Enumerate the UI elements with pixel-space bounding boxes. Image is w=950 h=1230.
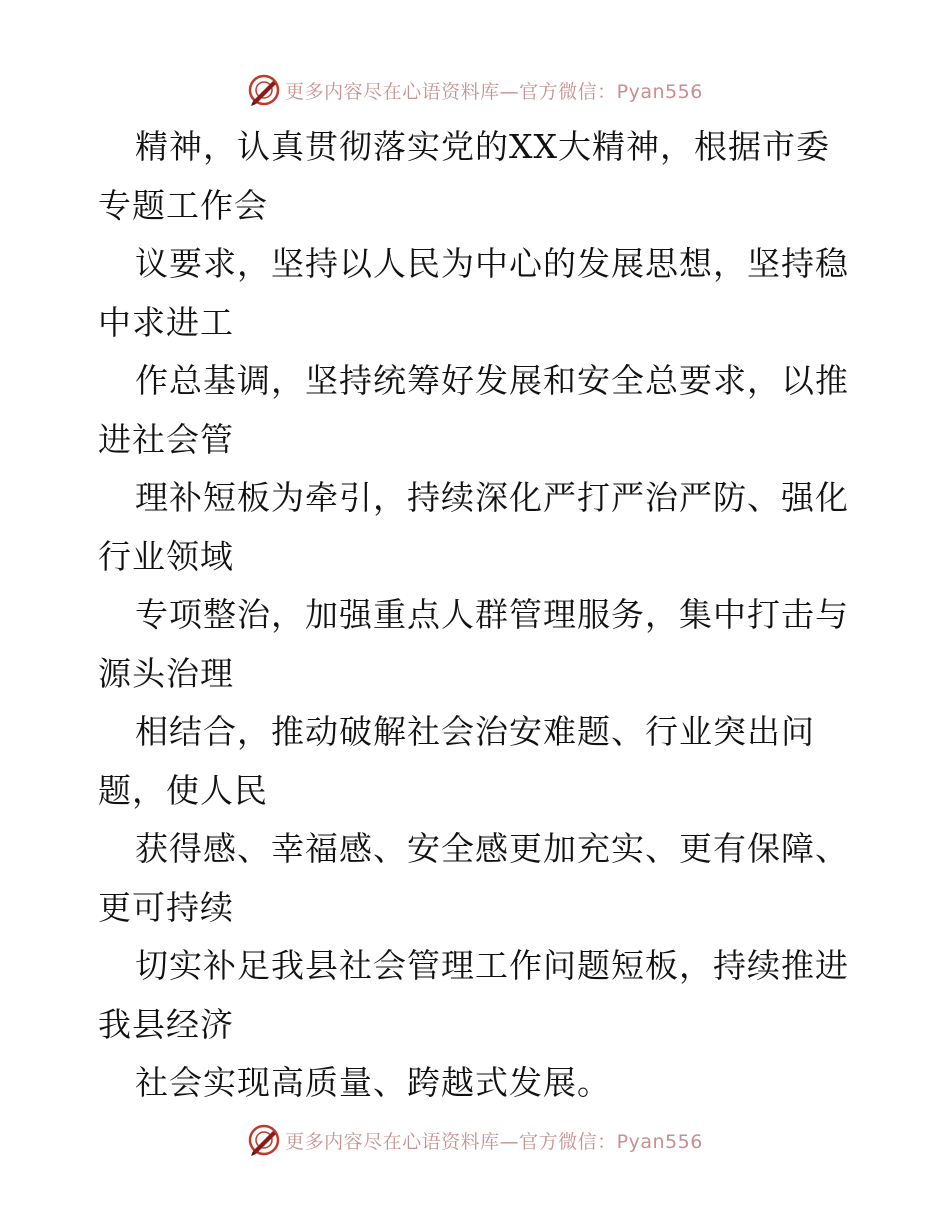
document-body xyxy=(98,118,858,1113)
body-line: 专题工作会 xyxy=(98,185,268,225)
body-line: 精神，认真贯彻落实党的XX大精神，根据市委 xyxy=(135,127,830,166)
footer-banner xyxy=(0,1120,950,1160)
footer-banner-text: 更多内容尽在心语资料库—官方微信：Pyan556 xyxy=(285,1130,703,1153)
body-line: 理补短板为牵引，持续深化严打严治严防、强化 xyxy=(135,478,849,517)
body-line: 进社会管 xyxy=(98,419,234,459)
body-line: 更可持续 xyxy=(98,887,234,927)
body-line: 题，使人民 xyxy=(98,770,268,810)
body-line: 行业领域 xyxy=(98,536,234,576)
body-line: 源头治理 xyxy=(98,653,234,693)
body-line: 切实补足我县社会管理工作问题短板，持续推进 xyxy=(135,946,849,985)
body-line: 相结合，推动破解社会治安难题、行业突出问 xyxy=(135,712,815,751)
body-line: 议要求，坚持以人民为中心的发展思想，坚持稳 xyxy=(135,244,849,283)
body-line: 获得感、幸福感、安全感更加充实、更有保障、 xyxy=(135,829,849,868)
body-line: 作总基调，坚持统筹好发展和安全总要求，以推 xyxy=(135,361,849,400)
body-line: 社会实现高质量、跨越式发展。 xyxy=(135,1063,611,1102)
body-line: 中求进工 xyxy=(98,302,234,342)
header-banner xyxy=(0,70,950,110)
body-line: 专项整治，加强重点人群管理服务，集中打击与 xyxy=(135,595,849,634)
pen-logo-icon xyxy=(247,73,281,107)
body-line: 我县经济 xyxy=(98,1004,234,1044)
pen-logo-icon xyxy=(247,1123,281,1157)
header-banner-text: 更多内容尽在心语资料库—官方微信：Pyan556 xyxy=(285,80,703,103)
